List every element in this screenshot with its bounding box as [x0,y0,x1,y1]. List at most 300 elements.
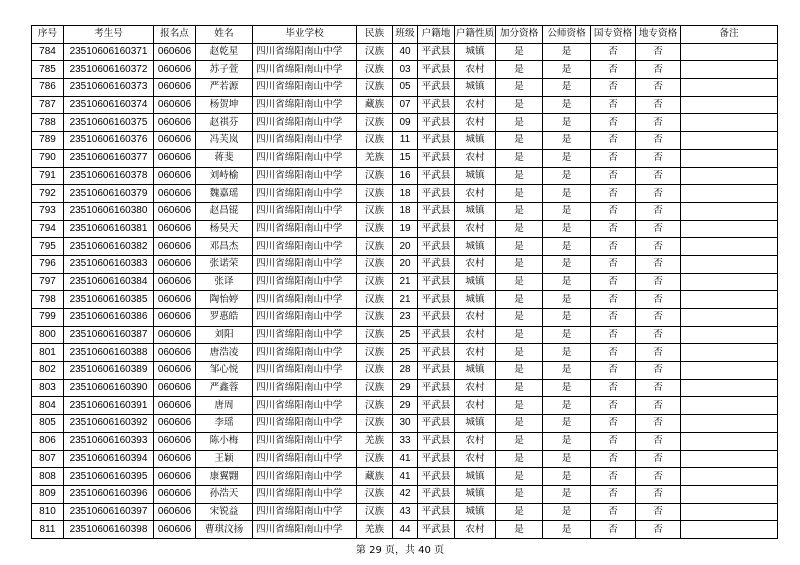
table-cell: 是 [543,167,591,185]
table-row [32,79,778,97]
table-cell: 平武县 [418,309,455,327]
table-cell: 是 [543,397,591,415]
table-cell [681,114,778,132]
table-cell [681,61,778,79]
table-cell: 平武县 [418,415,455,433]
table-cell: 060606 [154,344,196,362]
table-cell: 汉族 [357,485,393,503]
table-cell: 农村 [455,114,496,132]
table-cell: 农村 [455,344,496,362]
table-cell: 799 [32,309,64,327]
table-cell: 平武县 [418,485,455,503]
table-cell: 060606 [154,521,196,539]
table-cell: 785 [32,61,64,79]
table-cell: 农村 [455,379,496,397]
table-cell: 是 [496,291,543,309]
table-cell: 804 [32,397,64,415]
table-row [32,468,778,486]
table-cell: 25 [393,344,418,362]
table-cell: 汉族 [357,61,393,79]
table-cell: 是 [543,326,591,344]
table-cell: 四川省绵阳南山中学 [253,485,357,503]
table-cell: 汉族 [357,43,393,61]
table-cell: 否 [636,485,681,503]
table-cell: 060606 [154,114,196,132]
table-cell: 23510606160373 [64,79,154,97]
table-cell: 城镇 [455,273,496,291]
table-cell: 060606 [154,468,196,486]
table-cell: 否 [591,238,636,256]
table-cell: 四川省绵阳南山中学 [253,450,357,468]
table-cell: 23510606160393 [64,432,154,450]
table-cell: 汉族 [357,326,393,344]
table-cell: 是 [496,432,543,450]
table-cell: 平武县 [418,379,455,397]
table-cell: 四川省绵阳南山中学 [253,255,357,273]
table-cell: 四川省绵阳南山中学 [253,344,357,362]
table-cell: 060606 [154,273,196,291]
table-row [32,432,778,450]
table-cell: 060606 [154,238,196,256]
table-cell: 羌族 [357,521,393,539]
table-cell: 城镇 [455,43,496,61]
table-cell: 平武县 [418,96,455,114]
table-row [32,503,778,521]
table-cell: 四川省绵阳南山中学 [253,96,357,114]
table-cell: 是 [496,326,543,344]
table-cell: 羌族 [357,432,393,450]
table-cell: 是 [496,255,543,273]
table-cell: 23510606160389 [64,362,154,380]
table-cell: 是 [496,450,543,468]
column-header: 公师资格 [543,26,591,44]
table-cell: 否 [636,61,681,79]
table-cell: 是 [543,61,591,79]
table-cell: 796 [32,255,64,273]
table-cell: 23510606160374 [64,96,154,114]
table-cell: 15 [393,149,418,167]
table-row [32,114,778,132]
table-cell: 汉族 [357,309,393,327]
table-cell [681,167,778,185]
table-cell: 平武县 [418,202,455,220]
table-cell: 23510606160382 [64,238,154,256]
table-cell: 23510606160377 [64,149,154,167]
table-cell [681,220,778,238]
table-cell: 是 [496,43,543,61]
table-cell: 060606 [154,185,196,203]
table-cell: 18 [393,202,418,220]
table-cell: 杨贺坤 [196,96,253,114]
table-cell: 是 [496,309,543,327]
table-cell: 28 [393,362,418,380]
table-cell: 蒋斐 [196,149,253,167]
table-cell: 平武县 [418,220,455,238]
table-cell: 汉族 [357,202,393,220]
table-row [32,185,778,203]
table-row [32,43,778,61]
table-cell: 是 [496,379,543,397]
table-cell [681,132,778,150]
column-header: 序号 [32,26,64,44]
table-cell: 23510606160378 [64,167,154,185]
table-cell: 否 [636,202,681,220]
table-cell: 790 [32,149,64,167]
table-cell: 是 [543,291,591,309]
table-cell: 810 [32,503,64,521]
table-row [32,450,778,468]
table-cell: 张诺荣 [196,255,253,273]
table-cell: 否 [591,149,636,167]
table-cell: 否 [591,202,636,220]
table-cell: 四川省绵阳南山中学 [253,379,357,397]
table-cell [681,202,778,220]
table-cell: 060606 [154,220,196,238]
table-cell: 808 [32,468,64,486]
table-row [32,291,778,309]
table-cell: 四川省绵阳南山中学 [253,238,357,256]
table-cell: 冯芙岚 [196,132,253,150]
table-cell: 是 [543,362,591,380]
table-cell: 否 [636,79,681,97]
table-cell: 41 [393,468,418,486]
table-cell: 平武县 [418,132,455,150]
table-cell [681,79,778,97]
table-cell: 是 [496,521,543,539]
table-cell: 否 [636,415,681,433]
table-cell: 是 [496,397,543,415]
table-cell: 平武县 [418,238,455,256]
table-cell: 是 [543,79,591,97]
table-cell: 否 [591,397,636,415]
table-cell: 是 [543,415,591,433]
table-row [32,238,778,256]
table-cell: 23510606160391 [64,397,154,415]
table-cell: 四川省绵阳南山中学 [253,415,357,433]
table-cell: 09 [393,114,418,132]
table-cell [681,344,778,362]
table-cell: 803 [32,379,64,397]
table-cell: 四川省绵阳南山中学 [253,202,357,220]
table-cell: 是 [496,344,543,362]
table-cell: 是 [543,185,591,203]
table-cell: 23510606160396 [64,485,154,503]
table-cell: 07 [393,96,418,114]
table-cell: 是 [543,255,591,273]
table-cell: 四川省绵阳南山中学 [253,326,357,344]
table-cell: 否 [591,220,636,238]
table-cell: 794 [32,220,64,238]
table-cell: 是 [543,238,591,256]
table-row [32,96,778,114]
table-cell: 否 [636,114,681,132]
table-row [32,149,778,167]
table-cell: 是 [496,238,543,256]
table-cell: 否 [591,96,636,114]
table-cell: 汉族 [357,397,393,415]
table-cell [681,415,778,433]
table-cell: 811 [32,521,64,539]
table-cell: 是 [496,362,543,380]
table-cell: 是 [496,415,543,433]
column-header: 班级 [393,26,418,44]
table-cell: 否 [591,114,636,132]
table-cell: 李瑶 [196,415,253,433]
table-cell [681,485,778,503]
table-cell: 否 [591,379,636,397]
table-cell: 060606 [154,503,196,521]
table-cell: 是 [496,132,543,150]
table-cell: 是 [543,220,591,238]
table-cell [681,149,778,167]
table-cell: 四川省绵阳南山中学 [253,132,357,150]
table-cell: 03 [393,61,418,79]
table-cell: 农村 [455,255,496,273]
table-cell: 农村 [455,450,496,468]
table-cell [681,450,778,468]
table-cell [681,432,778,450]
table-cell: 藏族 [357,468,393,486]
table-cell: 25 [393,326,418,344]
table-cell [681,255,778,273]
table-row [32,220,778,238]
table-cell: 060606 [154,397,196,415]
table-cell: 是 [496,202,543,220]
table-cell: 平武县 [418,450,455,468]
table-cell: 是 [543,309,591,327]
table-cell: 060606 [154,132,196,150]
table-cell: 汉族 [357,344,393,362]
header-row [32,26,778,44]
table-row [32,255,778,273]
table-cell: 赵祺芬 [196,114,253,132]
table-cell: 792 [32,185,64,203]
table-cell: 否 [591,468,636,486]
table-cell: 23510606160383 [64,255,154,273]
table-cell: 23510606160388 [64,344,154,362]
table-cell: 23510606160397 [64,503,154,521]
table-cell: 否 [591,309,636,327]
table-cell: 是 [543,202,591,220]
table-cell: 四川省绵阳南山中学 [253,273,357,291]
table-cell: 23510606160375 [64,114,154,132]
column-header: 国专资格 [591,26,636,44]
table-cell [681,503,778,521]
table-cell: 否 [636,450,681,468]
table-cell: 汉族 [357,362,393,380]
table-cell: 是 [543,273,591,291]
table-cell: 否 [636,132,681,150]
table-cell: 汉族 [357,220,393,238]
table-cell: 刘阳 [196,326,253,344]
table-cell: 罗惠皓 [196,309,253,327]
table-cell: 平武县 [418,149,455,167]
table-cell [681,379,778,397]
table-cell: 唐周 [196,397,253,415]
table-cell: 23510606160379 [64,185,154,203]
table-cell: 42 [393,485,418,503]
table-cell: 否 [591,291,636,309]
table-cell: 四川省绵阳南山中学 [253,468,357,486]
table-cell: 赵昌锟 [196,202,253,220]
table-cell: 杨昊天 [196,220,253,238]
table-cell: 农村 [455,220,496,238]
table-cell: 平武县 [418,397,455,415]
table-cell: 否 [636,220,681,238]
column-header: 地专资格 [636,26,681,44]
column-header: 考生号 [64,26,154,44]
table-cell: 060606 [154,202,196,220]
column-header: 备注 [681,26,778,44]
table-cell: 否 [591,344,636,362]
table-cell: 汉族 [357,379,393,397]
table-cell: 否 [591,255,636,273]
table-cell: 18 [393,185,418,203]
table-cell: 060606 [154,432,196,450]
table-cell: 四川省绵阳南山中学 [253,185,357,203]
table-cell: 否 [636,326,681,344]
table-cell [681,468,778,486]
table-row [32,61,778,79]
table-cell: 否 [636,238,681,256]
column-header: 姓名 [196,26,253,44]
table-cell: 否 [591,43,636,61]
table-cell: 23510606160376 [64,132,154,150]
table-cell: 23510606160392 [64,415,154,433]
table-cell: 平武县 [418,167,455,185]
table-cell: 23510606160380 [64,202,154,220]
table-cell: 城镇 [455,79,496,97]
table-row [32,326,778,344]
table-row [32,344,778,362]
table-cell: 平武县 [418,79,455,97]
table-cell: 严若源 [196,79,253,97]
table-cell: 赵乾星 [196,43,253,61]
table-cell: 789 [32,132,64,150]
table-cell [681,238,778,256]
table-cell: 是 [496,79,543,97]
table-cell [681,362,778,380]
table-cell: 是 [543,149,591,167]
table-cell: 四川省绵阳南山中学 [253,220,357,238]
table-cell: 23 [393,309,418,327]
column-header: 毕业学校 [253,26,357,44]
table-cell: 是 [496,503,543,521]
table-cell: 唐浩凌 [196,344,253,362]
table-cell: 20 [393,238,418,256]
table-cell: 邹心悦 [196,362,253,380]
table-cell: 809 [32,485,64,503]
table-cell [681,96,778,114]
table-cell: 是 [543,132,591,150]
table-cell: 苏子萱 [196,61,253,79]
table-cell: 23510606160398 [64,521,154,539]
table-cell: 23510606160386 [64,309,154,327]
table-cell: 魏嘉瑶 [196,185,253,203]
table-cell: 农村 [455,185,496,203]
table-cell: 否 [591,167,636,185]
table-cell: 797 [32,273,64,291]
table-body [32,43,778,538]
table-cell: 否 [636,362,681,380]
table-cell: 060606 [154,96,196,114]
table-cell: 四川省绵阳南山中学 [253,291,357,309]
table-cell: 四川省绵阳南山中学 [253,521,357,539]
table-row [32,521,778,539]
table-cell: 23510606160395 [64,468,154,486]
table-cell: 汉族 [357,255,393,273]
table-cell: 是 [543,96,591,114]
table-cell: 平武县 [418,521,455,539]
table-cell: 农村 [455,397,496,415]
table-cell: 否 [636,344,681,362]
table-row [32,379,778,397]
table-cell [681,291,778,309]
table-cell: 05 [393,79,418,97]
table-cell: 是 [543,521,591,539]
table-cell: 是 [543,114,591,132]
column-header: 加分资格 [496,26,543,44]
table-cell: 城镇 [455,238,496,256]
table-cell: 汉族 [357,503,393,521]
table-cell: 农村 [455,96,496,114]
table-cell: 否 [636,432,681,450]
table-cell: 060606 [154,167,196,185]
table-cell: 四川省绵阳南山中学 [253,61,357,79]
table-cell: 805 [32,415,64,433]
table-cell: 是 [543,450,591,468]
table-cell: 否 [591,432,636,450]
table-cell: 四川省绵阳南山中学 [253,309,357,327]
table-cell: 是 [543,43,591,61]
table-cell: 20 [393,255,418,273]
table-cell: 是 [496,61,543,79]
table-cell: 060606 [154,362,196,380]
table-cell: 平武县 [418,291,455,309]
table-row [32,485,778,503]
table-cell: 藏族 [357,96,393,114]
table-cell: 平武县 [418,255,455,273]
table-cell: 汉族 [357,273,393,291]
table-row [32,202,778,220]
table-cell: 16 [393,167,418,185]
table-cell: 陶怡婷 [196,291,253,309]
table-cell: 060606 [154,326,196,344]
table-cell: 城镇 [455,468,496,486]
table-cell: 汉族 [357,291,393,309]
table-cell: 四川省绵阳南山中学 [253,432,357,450]
table-cell: 060606 [154,379,196,397]
table-cell: 否 [591,61,636,79]
table-row [32,273,778,291]
table-cell: 农村 [455,149,496,167]
table-cell: 060606 [154,61,196,79]
table-cell [681,43,778,61]
table-row [32,362,778,380]
table-cell: 23510606160385 [64,291,154,309]
table-cell: 四川省绵阳南山中学 [253,43,357,61]
page-number-footer: 第 29 页，共 40 页 [355,545,445,556]
table-cell: 798 [32,291,64,309]
table-cell: 791 [32,167,64,185]
table-cell: 11 [393,132,418,150]
table-cell: 23510606160384 [64,273,154,291]
table-cell: 汉族 [357,450,393,468]
student-table [31,25,778,539]
table-cell: 是 [496,485,543,503]
table-cell: 平武县 [418,114,455,132]
table-cell: 23510606160371 [64,43,154,61]
